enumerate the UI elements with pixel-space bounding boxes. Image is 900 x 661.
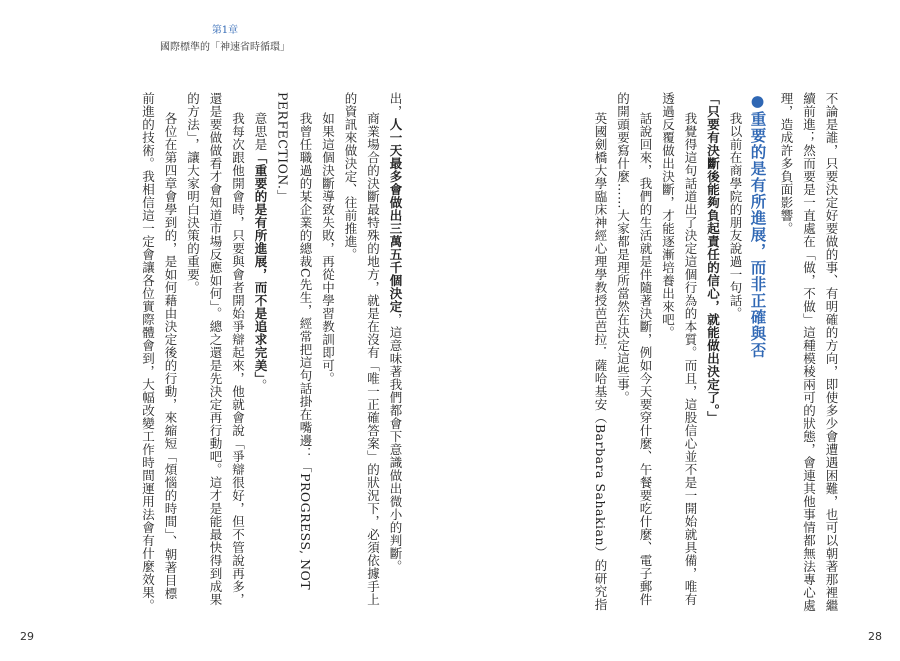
- bold-phrase: 人一天最多會做出三萬五千個決定: [388, 118, 403, 313]
- running-header: [155, 22, 295, 56]
- bold-phrase: 「重要的是有所進展，而不是追求完美」: [253, 151, 268, 379]
- chapter-number: 第1章: [211, 25, 239, 36]
- page-number-right: 28: [868, 630, 882, 643]
- paragraph: 商業場合的決斷最特殊的地方，就是在沒有「唯一正確答案」的狀況下，必須依據手上的資訊來做決定、往前推進。: [343, 92, 381, 606]
- paragraph: 各位在第四章會學到的，是如何藉由決定後的行動，來縮短「煩惱的時間」、朝著目標前進的技術。我相信這一定會讓各位實際體會到，大幅改變工作時間運用法會有什麼效果。: [140, 92, 178, 612]
- page-number-left: 29: [20, 630, 34, 643]
- quote: 「只要有決斷後能夠負起責任的信心，就能做出決定了。」: [705, 92, 721, 424]
- paragraph: 話說回來，我們的生活就是伴隨著決斷，例如今天要穿什麼、午餐要吃什麼、電子郵件的開頭要寫什麼……大家都是理所當然在決定這些事。: [615, 92, 653, 606]
- paragraph: 英國劍橋大學臨床神經心理學教授芭芭拉．薩哈基安（Barbara Sahakian）的研究指: [593, 112, 608, 612]
- chapter-title: 國際標準的「神速省時循環」: [160, 42, 290, 53]
- paragraph: 我覺得這句話道出了決定這個行為的本質。而且，這股信心並不是一開始就具備，唯有透過反覆做出決斷，才能逐漸培養出來吧。: [660, 92, 698, 606]
- right-page-body: [515, 92, 842, 612]
- paragraph: 我曾任職過的某企業的總裁C先生，經常把這句話掛在嘴邊：「PROGRESS, NOT PERFECTION.」: [275, 92, 313, 591]
- section-heading: ●重要的是有所進展，而非正確與否: [748, 92, 767, 359]
- bullet-icon: ●: [748, 92, 767, 111]
- paragraph: 不論是誰，只要決定好要做的事、有明確的方向，即使多少會遭遇困難，也可以朝著那裡繼續前進；然而要是一直處在「做，不做」這種模稜兩可的狀態，會連其他事情都無法專心處理，造成許多負面影響。: [779, 92, 839, 612]
- paragraph: 我以前在商學院的朋友說過一句話。: [728, 112, 743, 320]
- left-page-body: [82, 92, 406, 612]
- paragraph: 出，人一天最多會做出三萬五千個決定，這意味著我們都會下意識做出微小的判斷。: [388, 92, 403, 573]
- paragraph: 意思是「重要的是有所進展，而不是追求完美」。: [253, 112, 268, 392]
- paragraph: 如果這個決斷導致失敗，再從中學習教訓即可。: [320, 112, 336, 385]
- paragraph: 我每次跟他開會時，只要與會者開始爭辯起來，他就會說「爭辯很好，但不管說再多，還是要做做看才會知道市場反應如何」。總之還是先決定再行動吧。這才是能最快得到成果的方法」，讓大家明白決策的重要。: [185, 92, 246, 606]
